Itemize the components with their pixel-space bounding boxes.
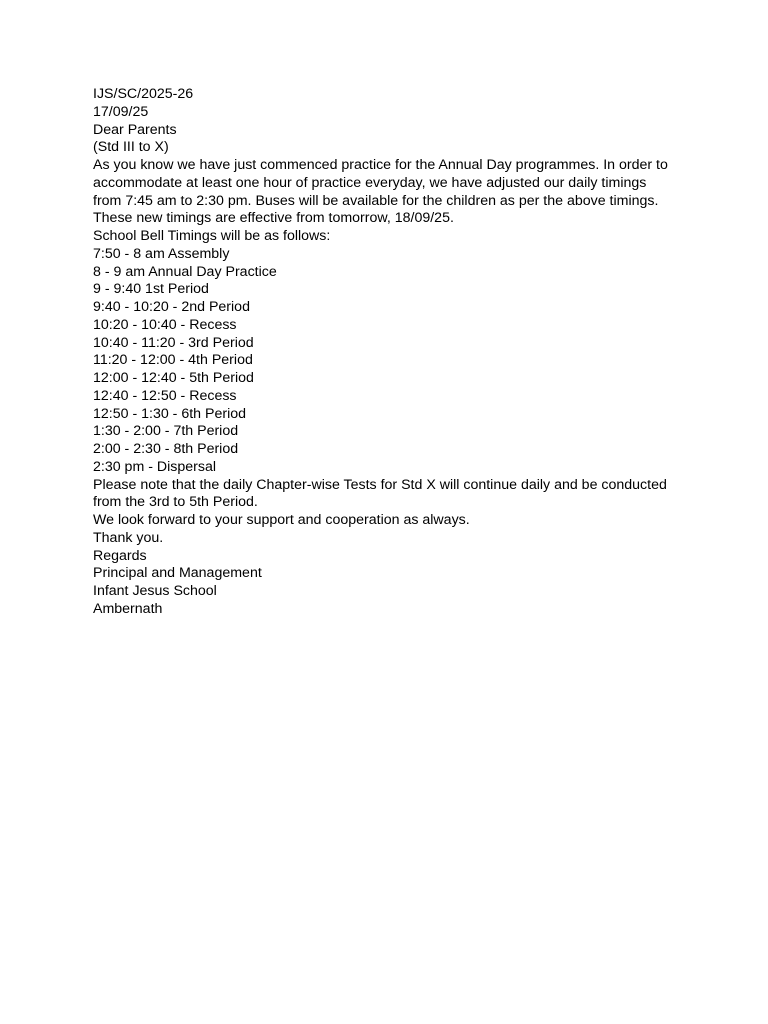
schedule-item: 10:40 - 11:20 - 3rd Period — [93, 334, 254, 351]
intro-line: from 7:45 am to 2:30 pm. Buses will be available for the children as per the above timings. — [93, 192, 659, 209]
school-location: Ambernath — [93, 600, 163, 617]
schedule-item: 9 - 9:40 1st Period — [93, 281, 209, 298]
school-name: Infant Jesus School — [93, 583, 217, 599]
schedule-item: 11:20 - 12:00 - 4th Period — [93, 352, 253, 369]
thanks-line: Thank you. — [93, 529, 164, 546]
intro-line: These new timings are effective from tomorrow, 18/09/25. — [93, 210, 454, 227]
intro-line: accommodate at least one hour of practice everyday, we have adjusted our daily timings — [93, 174, 647, 191]
schedule-item: 10:20 - 10:40 - Recess — [93, 316, 237, 333]
signatory: Principal and Management — [93, 565, 262, 582]
reference-number: IJS/SC/2025-26 — [93, 86, 194, 102]
support-line: We look forward to your support and cooperation as always. — [93, 512, 470, 528]
salutation: Dear Parents — [93, 121, 177, 138]
schedule-item: 7:50 - 8 am Assembly — [93, 245, 230, 262]
letter-body — [93, 86, 693, 619]
schedule-item: 1:30 - 2:00 - 7th Period — [93, 423, 239, 440]
note-line: Please note that the daily Chapter-wise Tests for Std X will continue daily and be conducted — [93, 476, 667, 493]
schedule-heading: School Bell Timings will be as follows: — [93, 228, 331, 244]
schedule-item: 12:40 - 12:50 - Recess — [93, 387, 237, 404]
schedule-item: 2:30 pm - Dispersal — [93, 458, 217, 475]
schedule-item: 12:00 - 12:40 - 5th Period — [93, 370, 254, 386]
schedule-item: 2:00 - 2:30 - 8th Period — [93, 441, 239, 457]
closing: Regards — [93, 547, 147, 564]
note-line: from the 3rd to 5th Period. — [93, 494, 258, 511]
schedule-item: 12:50 - 1:30 - 6th Period — [93, 405, 247, 422]
audience: (Std III to X) — [93, 139, 169, 156]
letter-date: 17/09/25 — [93, 103, 149, 120]
schedule-item: 8 - 9 am Annual Day Practice — [93, 263, 277, 280]
schedule-item: 9:40 - 10:20 - 2nd Period — [93, 299, 250, 315]
intro-line: As you know we have just commenced practice for the Annual Day programmes. In order to — [93, 157, 668, 173]
